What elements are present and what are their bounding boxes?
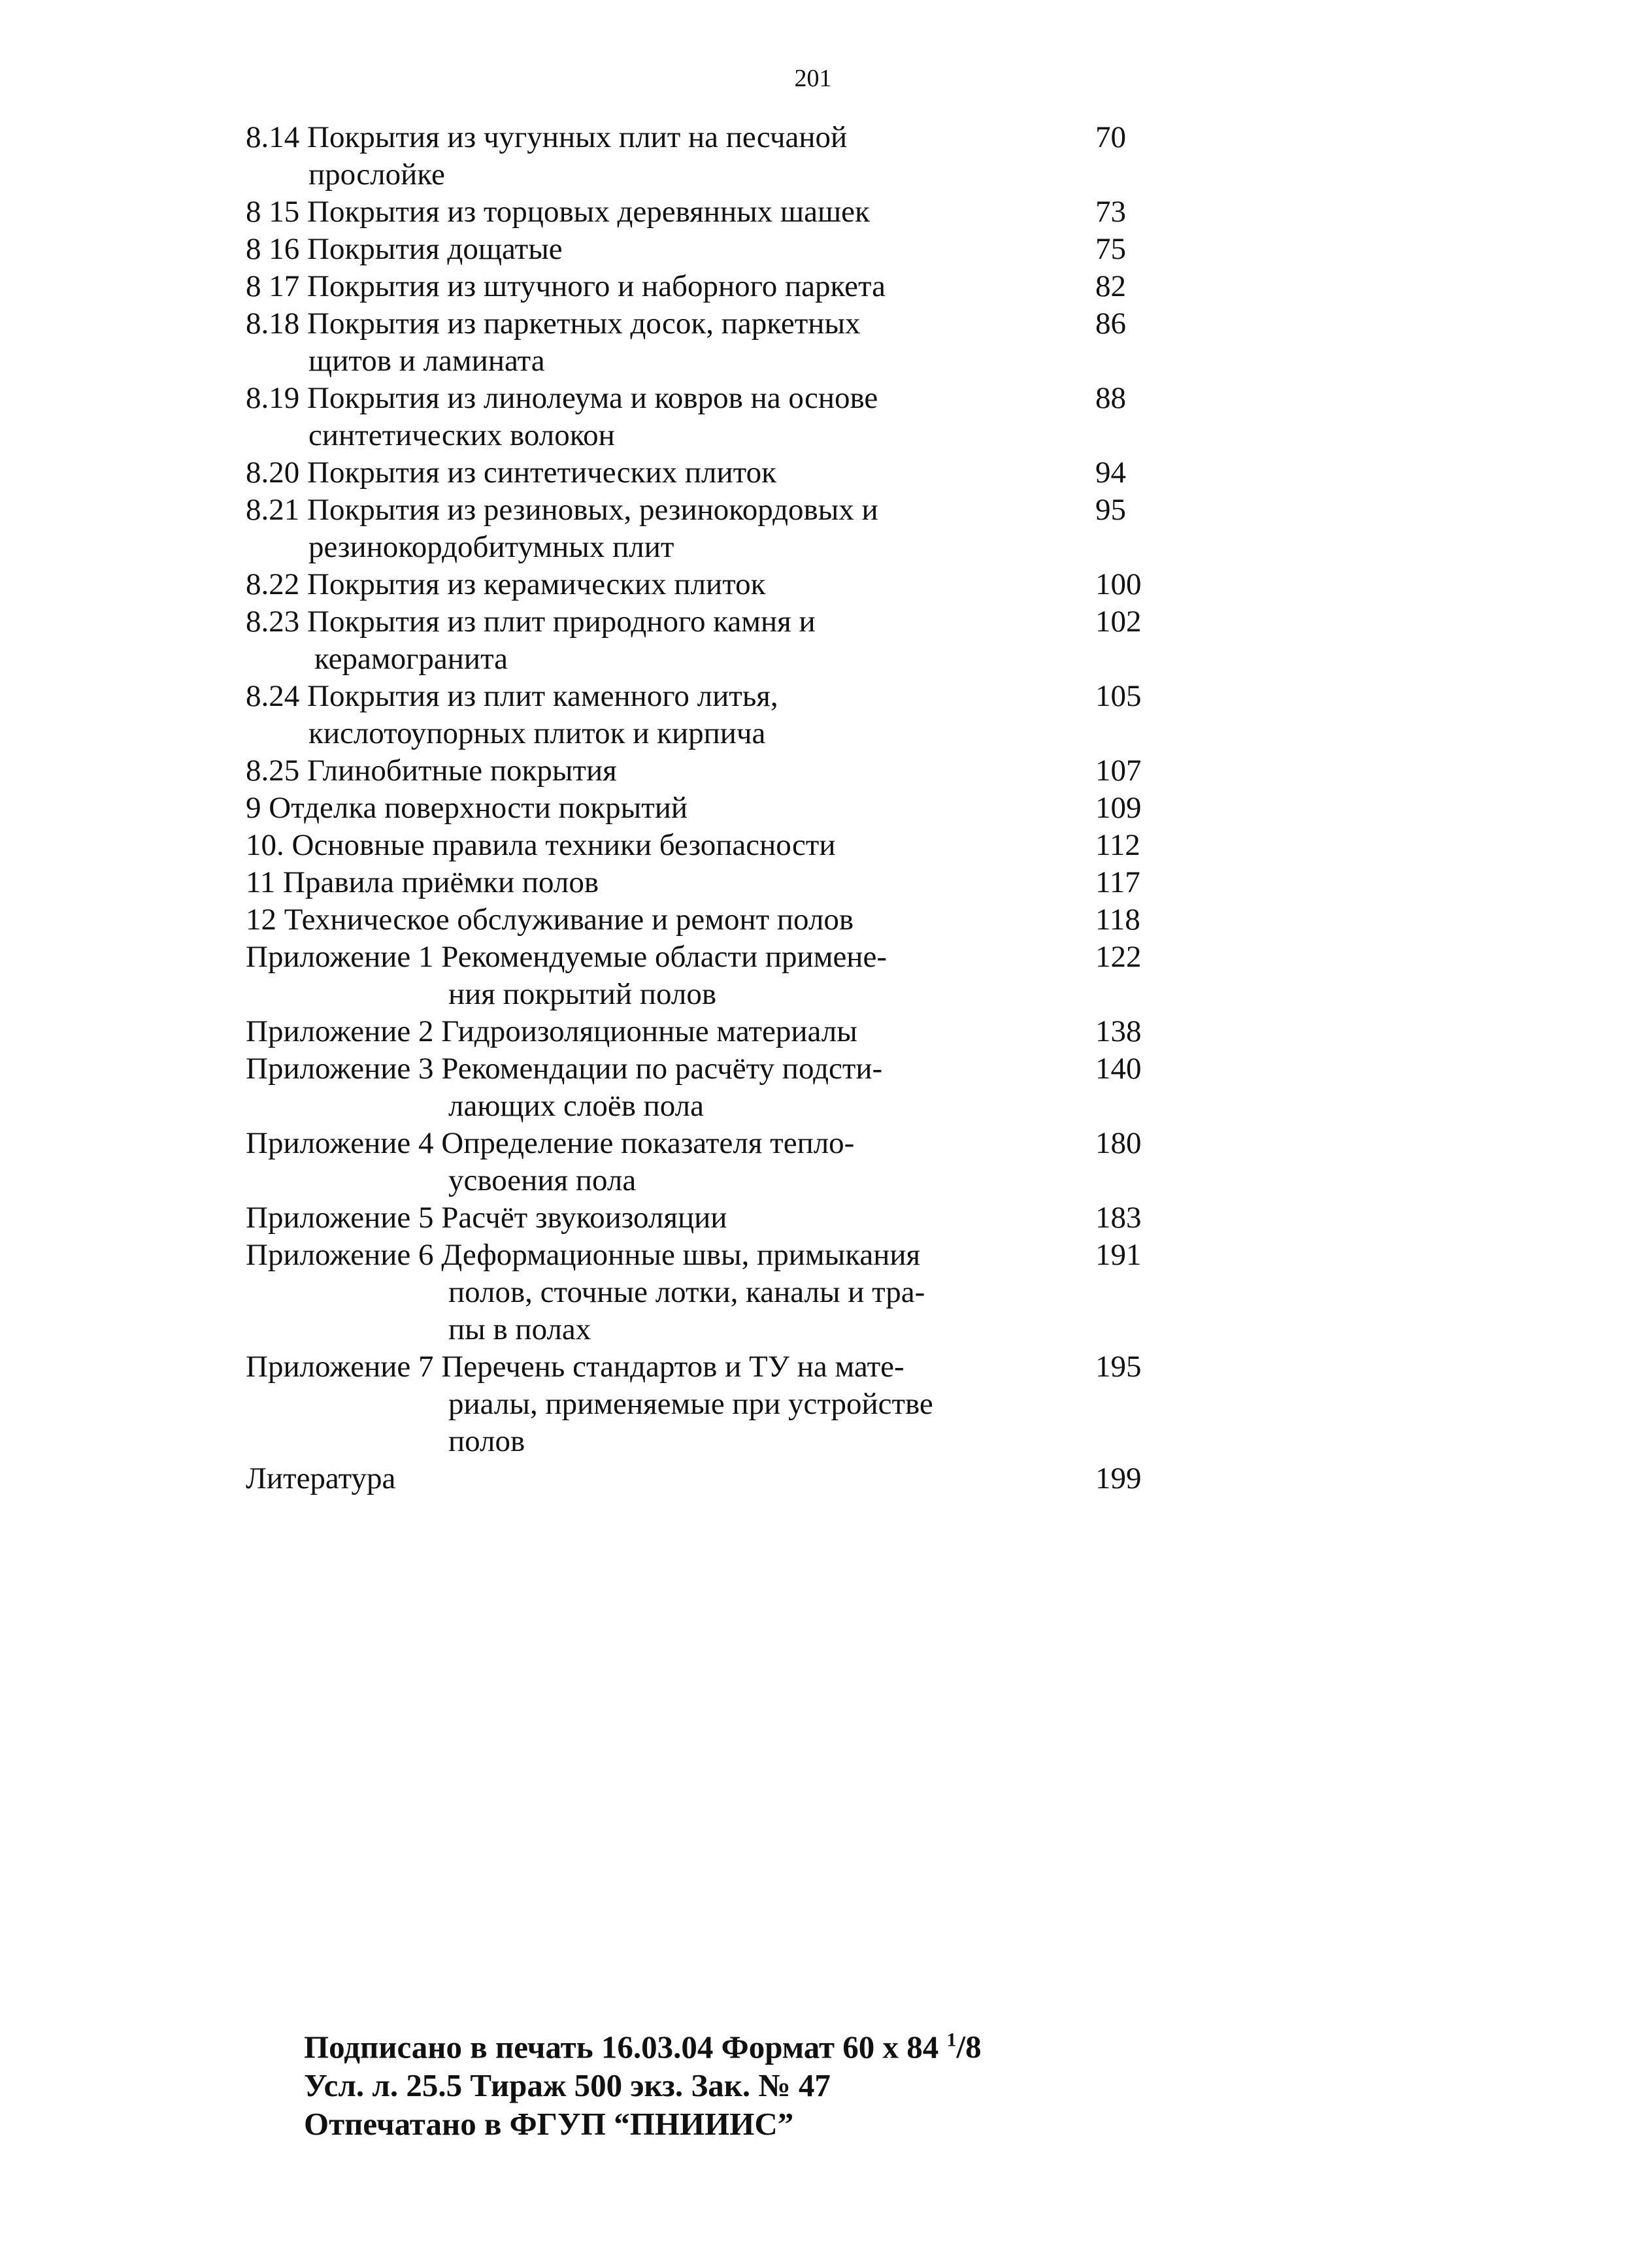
toc-entry — [246, 1125, 1161, 1199]
toc-entry-title: Деформационные швы, примыкания — [441, 1238, 921, 1272]
toc-entry-number: 12 — [246, 903, 276, 937]
toc-entry-continuation: резинокордобитумных плит — [308, 530, 674, 564]
toc-entry-title: Глинобитные покрытия — [307, 754, 617, 788]
toc-entry-first-line — [246, 268, 1161, 305]
toc-entry-number: 8.19 — [246, 381, 300, 415]
toc-entry-first-line — [246, 1348, 1161, 1386]
toc-entry-title: Покрытия из синтетических плиток — [307, 456, 776, 490]
toc-entry-number: 8.18 — [246, 307, 300, 341]
toc-entry — [246, 119, 1161, 193]
toc-entry-first-line — [246, 566, 1161, 603]
toc-entry-number: Приложение 7 — [246, 1350, 434, 1384]
toc-entry-title: Покрытия из резиновых, резинокордовых и — [307, 493, 878, 527]
toc-entry-title: Покрытия из чугунных плит на песчаной — [307, 120, 848, 154]
toc-entry-page: 100 — [1095, 567, 1142, 601]
toc-entry — [246, 1460, 1161, 1497]
toc-entry-first-line — [246, 678, 1161, 715]
toc-entry-number: 8.22 — [246, 567, 300, 601]
toc-entry-number: Приложение 6 — [246, 1238, 434, 1272]
toc-entry — [246, 492, 1161, 566]
toc-entry-page: 199 — [1095, 1461, 1142, 1495]
toc-entry-first-line — [246, 603, 1161, 641]
toc-entry-page: 94 — [1095, 456, 1126, 490]
toc-entry-first-line — [246, 901, 1161, 939]
page-number: 201 — [794, 65, 832, 92]
toc-entry-page: 118 — [1095, 903, 1140, 937]
toc-entry-continuation: пы в полах — [448, 1312, 591, 1346]
toc-entry-first-line — [246, 1125, 1161, 1162]
imprint-line-1 — [304, 2021, 982, 2066]
toc-entry-first-line — [246, 1237, 1161, 1274]
imprint-line-2: Усл. л. 25.5 Тираж 500 экз. Зак. № 47 — [304, 2067, 831, 2104]
toc-entry-first-line — [246, 790, 1161, 827]
toc-entry-number: 8.25 — [246, 754, 300, 788]
toc-entry-title: Покрытия из торцовых деревянных шашек — [307, 195, 870, 229]
toc-entry-page: 191 — [1095, 1238, 1142, 1272]
toc-entry-number: Приложение 4 — [246, 1126, 434, 1160]
toc-entry-page: 86 — [1095, 307, 1126, 341]
toc-entry — [246, 1348, 1161, 1460]
toc-entry-title: Покрытия из керамических плиток — [307, 567, 766, 601]
toc-entry-continuation: синтетических волокон — [308, 418, 615, 452]
toc-entry-page: 122 — [1095, 940, 1142, 974]
toc-entry-number: 8 16 — [246, 232, 300, 266]
toc-entry — [246, 790, 1161, 827]
toc-entry — [246, 380, 1161, 454]
toc-entry — [246, 454, 1161, 492]
toc-entry-title: Покрытия из линолеума и ковров на основе — [307, 381, 878, 415]
toc-entry — [246, 752, 1161, 790]
toc-entry-first-line — [246, 193, 1161, 231]
toc-entry-title: Перечень стандартов и ТУ на мате- — [441, 1350, 904, 1384]
toc-entry-number: 8.20 — [246, 456, 300, 490]
toc-entry-continuation: ния покрытий полов — [448, 977, 717, 1011]
toc-entry-page: 102 — [1095, 605, 1142, 639]
toc-entry-number: Приложение 3 — [246, 1052, 434, 1086]
toc-entry-number: Приложение 5 — [246, 1201, 434, 1235]
toc-entry-page: 109 — [1095, 791, 1142, 825]
toc-entry-number: 8 15 — [246, 195, 300, 229]
toc-entry — [246, 939, 1161, 1013]
toc-entry-title: Покрытия из паркетных досок, паркетных — [307, 307, 861, 341]
toc-entry-page: 105 — [1095, 679, 1142, 713]
toc-entry-title: Гидроизоляционные материалы — [441, 1014, 857, 1048]
toc-entry-first-line — [246, 1199, 1161, 1237]
toc-entry-first-line — [246, 827, 1161, 864]
toc-entry-continuation: щитов и ламината — [308, 344, 545, 378]
toc-entry-page: 107 — [1095, 754, 1142, 788]
toc-entry — [246, 193, 1161, 231]
toc-entry-first-line — [246, 492, 1161, 529]
toc-entry-page: 195 — [1095, 1350, 1142, 1384]
toc-entry-title: Техническое обслуживание и ремонт полов — [284, 903, 854, 937]
toc-entry-continuation: керамогранита — [314, 642, 508, 676]
toc-entry — [246, 268, 1161, 305]
fraction-numerator: 1 — [946, 2029, 957, 2051]
toc-entry-number: 8 17 — [246, 269, 300, 303]
toc-entry-first-line — [246, 1013, 1161, 1050]
toc-entry-page: 112 — [1095, 828, 1140, 862]
toc-entry-first-line — [246, 454, 1161, 492]
toc-entry-number: 8.24 — [246, 679, 300, 713]
toc-entry-title: Покрытия из штучного и наборного паркета — [307, 269, 886, 303]
toc-entry-continuation: лающих слоёв пола — [448, 1089, 704, 1123]
toc-entry-title: Покрытия из плит каменного литья, — [307, 679, 778, 713]
toc-entry-continuation: полов, сточные лотки, каналы и тра- — [448, 1275, 925, 1309]
toc-entry-first-line — [246, 1050, 1161, 1088]
toc-entry — [246, 901, 1161, 939]
toc-entry-title: Рекомендации по расчёту подсти- — [441, 1052, 883, 1086]
toc-entry — [246, 1237, 1161, 1348]
toc-entry-number: 10. — [246, 828, 284, 862]
toc-entry-title: Правила приёмки полов — [283, 865, 599, 899]
toc-entry-continuation: риалы, применяемые при устройстве — [448, 1387, 933, 1421]
imprint-line-3: Отпечатано в ФГУП “ПНИИИС” — [304, 2106, 794, 2143]
fraction-denominator: 8 — [965, 2029, 982, 2065]
toc-entry-page: 117 — [1095, 865, 1140, 899]
toc-entry-first-line — [246, 1460, 1161, 1497]
toc-entry-title: Определение показателя тепло- — [441, 1126, 855, 1160]
format-fraction: $^1$/8 — [946, 2029, 982, 2065]
toc-entry-page: 88 — [1095, 381, 1126, 415]
table-of-contents — [246, 119, 1161, 1497]
toc-entry-title: Литература — [246, 1461, 396, 1495]
toc-entry-continuation: усвоения пола — [448, 1163, 637, 1197]
toc-entry-first-line — [246, 752, 1161, 790]
toc-entry — [246, 864, 1161, 901]
toc-entry-first-line — [246, 231, 1161, 268]
toc-entry-page: 73 — [1095, 195, 1126, 229]
toc-entry-page: 70 — [1095, 120, 1126, 154]
toc-entry-page: 180 — [1095, 1126, 1142, 1160]
toc-entry-title: Основные правила техники безопасности — [291, 828, 836, 862]
toc-entry — [246, 603, 1161, 678]
toc-entry-number: 8.14 — [246, 120, 300, 154]
toc-entry-title: Рекомендуемые области примене- — [441, 940, 887, 974]
toc-entry — [246, 678, 1161, 752]
toc-entry-number: Приложение 2 — [246, 1014, 434, 1048]
toc-entry — [246, 1199, 1161, 1237]
toc-entry-title: Отделка поверхности покрытий — [269, 791, 688, 825]
toc-entry — [246, 1050, 1161, 1125]
toc-entry — [246, 566, 1161, 603]
imprint-block — [304, 2021, 982, 2143]
toc-entry-page: 82 — [1095, 269, 1126, 303]
toc-entry — [246, 305, 1161, 380]
toc-entry-number: Приложение 1 — [246, 940, 434, 974]
toc-entry — [246, 827, 1161, 864]
toc-entry-title: Покрытия из плит природного камня и — [307, 605, 816, 639]
toc-entry-first-line — [246, 864, 1161, 901]
toc-entry-number: 8.23 — [246, 605, 300, 639]
toc-entry-page: 75 — [1095, 232, 1126, 266]
toc-entry-number: 8.21 — [246, 493, 300, 527]
toc-entry-title: Покрытия дощатые — [307, 232, 563, 266]
toc-entry-continuation: кислотоупорных плиток и кирпича — [308, 716, 766, 750]
toc-entry-number: 11 — [246, 865, 276, 899]
toc-entry-title: Расчёт звукоизоляции — [441, 1201, 727, 1235]
toc-entry-number: 9 — [246, 791, 261, 825]
toc-entry-page: 138 — [1095, 1014, 1142, 1048]
toc-entry-page: 140 — [1095, 1052, 1142, 1086]
toc-entry-continuation: полов — [448, 1424, 525, 1458]
toc-entry-first-line — [246, 119, 1161, 156]
toc-entry-first-line — [246, 939, 1161, 976]
toc-entry-first-line — [246, 380, 1161, 417]
toc-entry-first-line — [246, 305, 1161, 342]
imprint-print-info: Подписано в печать 16.03.04 Формат 60 х 84 — [304, 2029, 939, 2065]
toc-entry-continuation: прослойке — [308, 158, 445, 192]
toc-entry-page: 183 — [1095, 1201, 1142, 1235]
toc-entry-page: 95 — [1095, 493, 1126, 527]
toc-entry — [246, 1013, 1161, 1050]
toc-entry — [246, 231, 1161, 268]
